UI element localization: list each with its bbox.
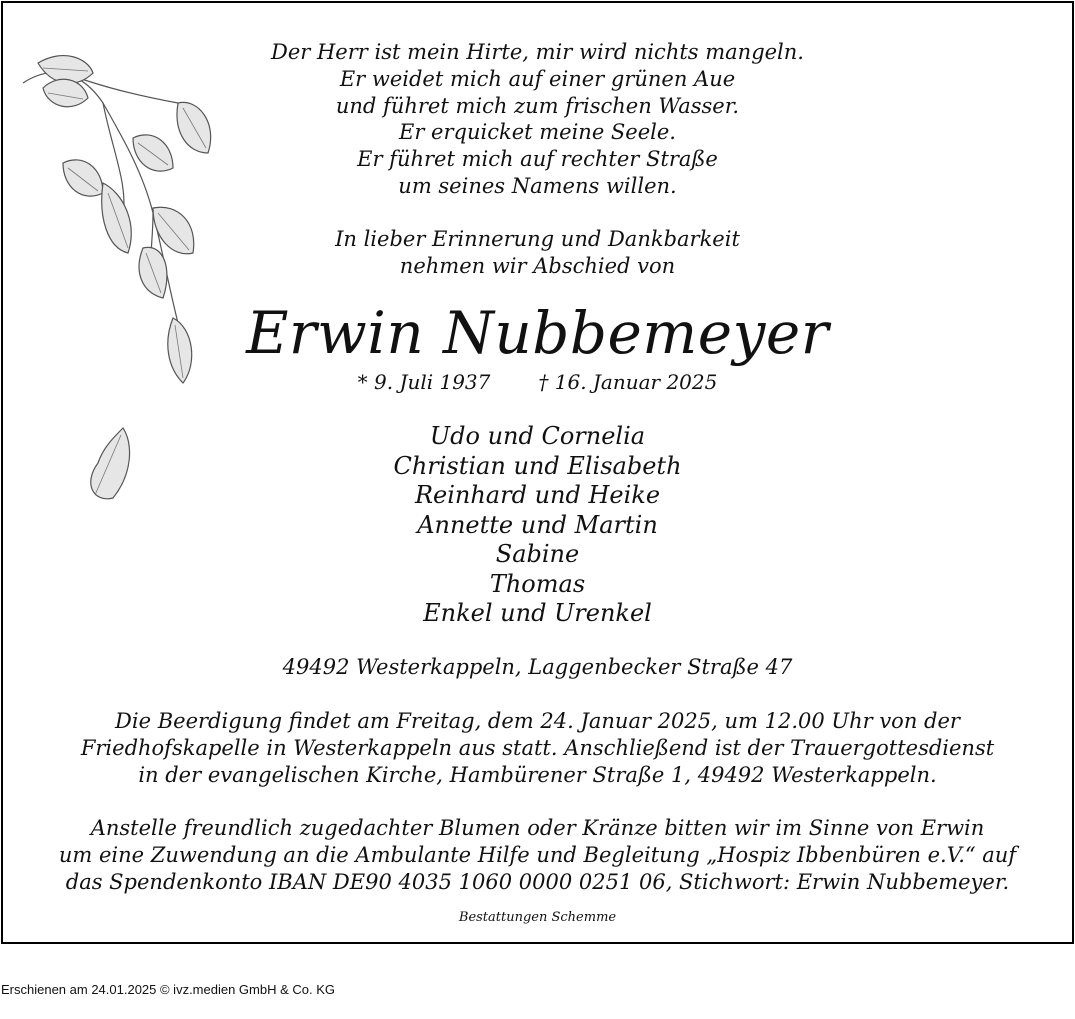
mourner: Christian und Elisabeth bbox=[393, 451, 682, 480]
deceased-name: Erwin Nubbemeyer bbox=[246, 299, 829, 367]
life-dates bbox=[3, 369, 1072, 395]
obituary-notice bbox=[1, 1, 1074, 944]
psalm-line: Er führet mich auf rechter Straße bbox=[357, 147, 718, 172]
family-address: 49492 Westerkappeln, Laggenbecker Straße 47 bbox=[282, 655, 793, 679]
mourner: Reinhard und Heike bbox=[414, 481, 661, 509]
psalm-line: Der Herr ist mein Hirte, mir wird nichts mangeln. bbox=[271, 40, 804, 64]
mourner: Sabine bbox=[495, 540, 580, 568]
donation-line: um eine Zuwendung an die Ambulante Hilfe und Begleitung „Hospiz Ibbenbüren e.V.“ auf bbox=[58, 842, 1017, 867]
psalm-line: um seines Namens willen. bbox=[398, 173, 677, 198]
psalm-quote bbox=[3, 39, 1072, 200]
funeral-line: in der evangelischen Kirche, Hambürener Straße 1, 49492 Westerkappeln. bbox=[138, 762, 937, 787]
funeral-details bbox=[3, 708, 1072, 788]
psalm-line: Er erquicket meine Seele. bbox=[399, 120, 676, 145]
psalm-line: Er weidet mich auf einer grünen Aue bbox=[339, 66, 736, 91]
donation-request bbox=[3, 815, 1072, 895]
donation-line: Anstelle freundlich zugedachter Blumen oder Kränze bitten wir im Sinne von Erwin bbox=[90, 816, 985, 840]
birth-date: * 9. Juli 1937 bbox=[357, 370, 491, 394]
death-date: † 16. Januar 2025 bbox=[538, 370, 718, 394]
undertaker-name: Bestattungen Schemme bbox=[458, 910, 617, 925]
funeral-line: Die Beerdigung findet am Freitag, dem 24. Januar 2025, um 12.00 Uhr von der bbox=[115, 709, 960, 733]
mourner: Thomas bbox=[489, 569, 586, 598]
intro-line: In lieber Erinnerung und Dankbarkeit bbox=[335, 227, 740, 251]
intro-text bbox=[3, 226, 1072, 280]
donation-line: das Spendenkonto IBAN DE90 4035 1060 0000 0251 06, Stichwort: Erwin Nubbemeyer. bbox=[65, 869, 1010, 894]
mourner: Udo und Cornelia bbox=[429, 422, 646, 450]
funeral-line: Friedhofskapelle in Westerkappeln aus statt. Anschließend ist der Trauergottesdienst bbox=[80, 735, 995, 760]
intro-line: nehmen wir Abschied von bbox=[399, 253, 676, 278]
mourner: Enkel und Urenkel bbox=[423, 599, 652, 627]
mourner: Annette und Martin bbox=[417, 510, 658, 539]
mourners-list bbox=[3, 422, 1072, 629]
publication-footer: Erschienen am 24.01.2025 © ivz.medien GmbH & Co. KG bbox=[1, 982, 336, 997]
psalm-line: und führet mich zum frischen Wasser. bbox=[335, 93, 740, 118]
